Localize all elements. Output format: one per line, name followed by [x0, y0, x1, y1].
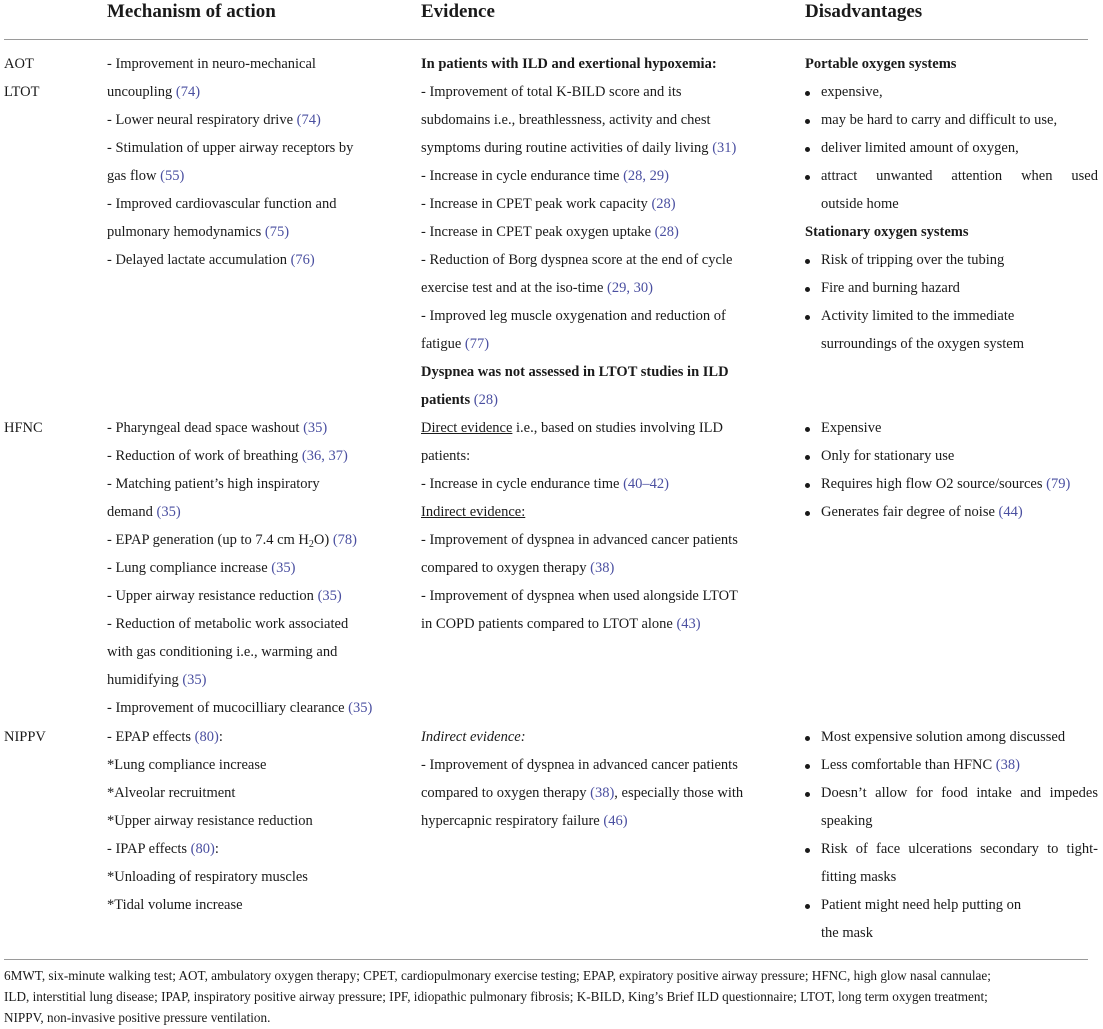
nippv-mechanism-line: *Unloading of respiratory muscles — [107, 869, 308, 885]
hfnc-evidence-line: in COPD patients compared to LTOT alone (43) — [421, 616, 701, 632]
nippv-disadvantage-item-cont: fitting masks — [821, 869, 897, 885]
citation-ref[interactable]: (35) — [156, 504, 181, 520]
citation-ref[interactable]: (77) — [464, 336, 490, 352]
citation-ref[interactable]: (35) — [303, 420, 328, 436]
citation-ref[interactable]: (31) — [712, 140, 737, 156]
nippv-indirect-evidence: Indirect evidence: — [421, 729, 526, 745]
portable-systems-heading: Portable oxygen systems — [805, 56, 957, 72]
citation-ref[interactable]: (35) — [271, 560, 296, 576]
aot-mechanism-line: - Improved cardiovascular function and — [107, 196, 337, 212]
aot-mechanism-line: - Delayed lactate accumulation (76) — [107, 252, 315, 268]
bullet-icon — [805, 764, 810, 769]
nippv-mechanism-line: *Lung compliance increase — [107, 757, 267, 773]
hfnc-mechanism-line: demand (35) — [107, 504, 181, 520]
hfnc-mechanism-line: with gas conditioning i.e., warming and — [107, 644, 338, 660]
aot-disadvantage-item: attract unwanted attention when used — [821, 168, 1098, 184]
aot-mechanism-line: gas flow (55) — [107, 168, 185, 184]
hfnc-direct-evidence: Direct evidence i.e., based on studies involving ILD — [421, 420, 724, 436]
header-disadvantages: Disadvantages — [805, 1, 923, 22]
citation-ref[interactable]: (78) — [332, 532, 358, 548]
hfnc-disadvantage-item: Generates fair degree of noise (44) — [821, 504, 1023, 520]
aot-evidence-line: symptoms during routine activities of daily living (31) — [421, 140, 737, 156]
nippv-mechanism-line: - EPAP effects (80): — [107, 729, 223, 745]
aot-disadvantage-item: Activity limited to the immediate — [821, 308, 1015, 324]
citation-ref[interactable]: (40–42) — [623, 476, 670, 492]
bullet-icon — [805, 91, 810, 96]
header-evidence: Evidence — [421, 1, 495, 22]
citation-ref[interactable]: (35) — [182, 672, 207, 688]
aot-disadvantage-item: Risk of tripping over the tubing — [821, 252, 1005, 268]
citation-ref[interactable]: (29, 30) — [607, 280, 653, 296]
stationary-systems-heading: Stationary oxygen systems — [805, 224, 969, 240]
aot-evidence-line: - Increase in cycle endurance time (28, 29) — [421, 168, 670, 184]
citation-ref[interactable]: (28) — [651, 196, 676, 212]
citation-ref[interactable]: (80) — [190, 841, 215, 857]
bullet-icon — [805, 792, 810, 797]
row-label-hfnc: HFNC — [4, 420, 43, 436]
nippv-disadvantage-item: Doesn’t allow for food intake and impedes — [821, 785, 1098, 801]
bullet-icon — [805, 511, 810, 516]
citation-ref[interactable]: (36, 37) — [301, 448, 348, 464]
aot-evidence-line: fatigue (77) — [421, 336, 490, 352]
hfnc-evidence-line: - Improvement of dyspnea in advanced cancer patients — [421, 532, 738, 548]
bullet-icon — [805, 259, 810, 264]
hfnc-disadvantage-item: Requires high flow O2 source/sources (79) — [821, 476, 1071, 492]
aot-mechanism-line: - Improvement in neuro-mechanical — [107, 56, 316, 72]
hfnc-mechanism-line: - Reduction of work of breathing (36, 37) — [107, 448, 348, 464]
aot-disadvantage-item: deliver limited amount of oxygen, — [821, 140, 1019, 156]
bullet-icon — [805, 147, 810, 152]
footnote-line: ILD, interstitial lung disease; IPAP, inspiratory positive airway pressure; IPF, idiopathic pulmonary fibrosis; K-BILD, King’s Brief ILD questionnaire; LTOT, long term oxygen treatment; — [4, 989, 988, 1004]
footer-rule — [4, 959, 1088, 960]
citation-ref[interactable]: (44) — [998, 504, 1023, 520]
hfnc-mechanism-line: - Pharyngeal dead space washout (35) — [107, 420, 328, 436]
aot-disadvantage-item-cont: outside home — [821, 196, 899, 212]
row-label-nippv: NIPPV — [4, 729, 46, 745]
nippv-evidence-line: - Improvement of dyspnea in advanced cancer patients — [421, 757, 738, 773]
hfnc-mechanism-line: - Reduction of metabolic work associated — [107, 616, 349, 632]
nippv-mechanism-line: *Tidal volume increase — [107, 897, 243, 913]
header-rule — [4, 39, 1088, 40]
nippv-mechanism-line: *Upper airway resistance reduction — [107, 813, 313, 829]
bullet-icon — [805, 736, 810, 741]
bullet-icon — [805, 315, 810, 320]
aot-evidence-note: patients (28) — [421, 392, 498, 408]
hfnc-mechanism-line: humidifying (35) — [107, 672, 207, 688]
aot-evidence-note: Dyspnea was not assessed in LTOT studies in ILD — [421, 364, 729, 380]
citation-ref[interactable]: (55) — [160, 168, 185, 184]
hfnc-mechanism-line: - Matching patient’s high inspiratory — [107, 476, 320, 492]
aot-disadvantage-item: Fire and burning hazard — [821, 280, 960, 296]
citation-ref[interactable]: (28, 29) — [623, 168, 670, 184]
aot-evidence-line: - Reduction of Borg dyspnea score at the end of cycle — [421, 252, 733, 268]
citation-ref[interactable]: (74) — [296, 112, 321, 128]
bullet-icon — [805, 287, 810, 292]
nippv-disadvantage-item-cont: speaking — [821, 813, 873, 829]
row-label-aot: AOT — [4, 56, 34, 72]
citation-ref[interactable]: (80) — [194, 729, 219, 745]
hfnc-disadvantage-item: Expensive — [821, 420, 882, 436]
bullet-icon — [805, 483, 810, 488]
citation-ref[interactable]: (79) — [1046, 476, 1071, 492]
bullet-icon — [805, 175, 810, 180]
hfnc-direct-evidence-cont: patients: — [421, 448, 471, 464]
citation-ref[interactable]: (38) — [995, 757, 1020, 773]
citation-ref[interactable]: (28) — [654, 224, 679, 240]
aot-evidence-line: - Improved leg muscle oxygenation and reduction of — [421, 308, 726, 324]
aot-disadvantage-item: expensive, — [821, 84, 883, 100]
hfnc-evidence-line: - Increase in cycle endurance time (40–42) — [421, 476, 670, 492]
aot-evidence-line: exercise test and at the iso-time (29, 30) — [421, 280, 653, 296]
hfnc-evidence-line: - Improvement of dyspnea when used alongside LTOT — [421, 588, 738, 604]
citation-ref[interactable]: (35) — [317, 588, 342, 604]
header-mechanism: Mechanism of action — [107, 1, 276, 22]
bullet-icon — [805, 119, 810, 124]
aot-evidence-heading: In patients with ILD and exertional hypoxemia: — [421, 56, 717, 72]
aot-mechanism-line: pulmonary hemodynamics (75) — [107, 224, 290, 240]
citation-ref[interactable]: (38) — [590, 785, 615, 801]
row-label-ltot: LTOT — [4, 84, 40, 100]
hfnc-mechanism-line: - Improvement of mucocilliary clearance (35) — [107, 700, 373, 716]
citation-ref[interactable]: (43) — [676, 616, 701, 632]
citation-ref[interactable]: (35) — [348, 700, 373, 716]
hfnc-mechanism-line: - EPAP generation (up to 7.4 cm $H_2O$) (78) — [107, 532, 358, 550]
bullet-icon — [805, 848, 810, 853]
nippv-disadvantage-item-cont: the mask — [821, 925, 873, 941]
hfnc-mechanism-line: - Lung compliance increase (35) — [107, 560, 296, 576]
aot-evidence-line: - Increase in CPET peak oxygen uptake (28) — [421, 224, 679, 240]
citation-ref[interactable]: (28) — [473, 392, 498, 408]
aot-mechanism-line: - Stimulation of upper airway receptors by — [107, 140, 354, 156]
bullet-icon — [805, 904, 810, 909]
citation-ref[interactable]: (74) — [175, 84, 201, 100]
nippv-evidence-line: compared to oxygen therapy (38), especially those with — [421, 785, 744, 801]
hfnc-disadvantage-item: Only for stationary use — [821, 448, 955, 464]
hfnc-indirect-evidence: Indirect evidence: — [421, 504, 526, 520]
bullet-icon — [805, 427, 810, 432]
bullet-icon — [805, 455, 810, 460]
aot-evidence-line: - Increase in CPET peak work capacity (28) — [421, 196, 676, 212]
citation-ref[interactable]: (38) — [590, 560, 615, 576]
nippv-disadvantage-item: Risk of face ulcerations secondary to tight- — [821, 841, 1098, 857]
nippv-mechanism-line: - IPAP effects (80): — [107, 841, 219, 857]
nippv-disadvantage-item: Less comfortable than HFNC (38) — [821, 757, 1020, 773]
hfnc-evidence-line: compared to oxygen therapy (38) — [421, 560, 615, 576]
aot-mechanism-line: uncoupling (74) — [107, 84, 201, 100]
footnote-line: 6MWT, six-minute walking test; AOT, ambulatory oxygen therapy; CPET, cardiopulmonary exercise testing; EPAP, expiratory positive airway pressure; HFNC, high glow nasal cannulae; — [4, 968, 991, 983]
citation-ref[interactable]: (75) — [264, 224, 290, 240]
aot-evidence-line: subdomains i.e., breathlessness, activity and chest — [421, 112, 711, 128]
nippv-mechanism-line: *Alveolar recruitment — [107, 785, 236, 801]
aot-evidence-line: - Improvement of total K-BILD score and its — [421, 84, 682, 100]
hfnc-mechanism-line: - Upper airway resistance reduction (35) — [107, 588, 342, 604]
nippv-evidence-line: hypercapnic respiratory failure (46) — [421, 813, 628, 829]
citation-ref[interactable]: (76) — [290, 252, 315, 268]
aot-disadvantage-item-cont: surroundings of the oxygen system — [821, 336, 1024, 352]
citation-ref[interactable]: (46) — [603, 813, 628, 829]
nippv-disadvantage-item: Patient might need help putting on — [821, 897, 1022, 913]
footnote-line: NIPPV, non-invasive positive pressure ventilation. — [4, 1010, 271, 1025]
nippv-disadvantage-item: Most expensive solution among discussed — [821, 729, 1066, 745]
aot-mechanism-line: - Lower neural respiratory drive (74) — [107, 112, 321, 128]
aot-disadvantage-item: may be hard to carry and difficult to use, — [821, 112, 1058, 128]
